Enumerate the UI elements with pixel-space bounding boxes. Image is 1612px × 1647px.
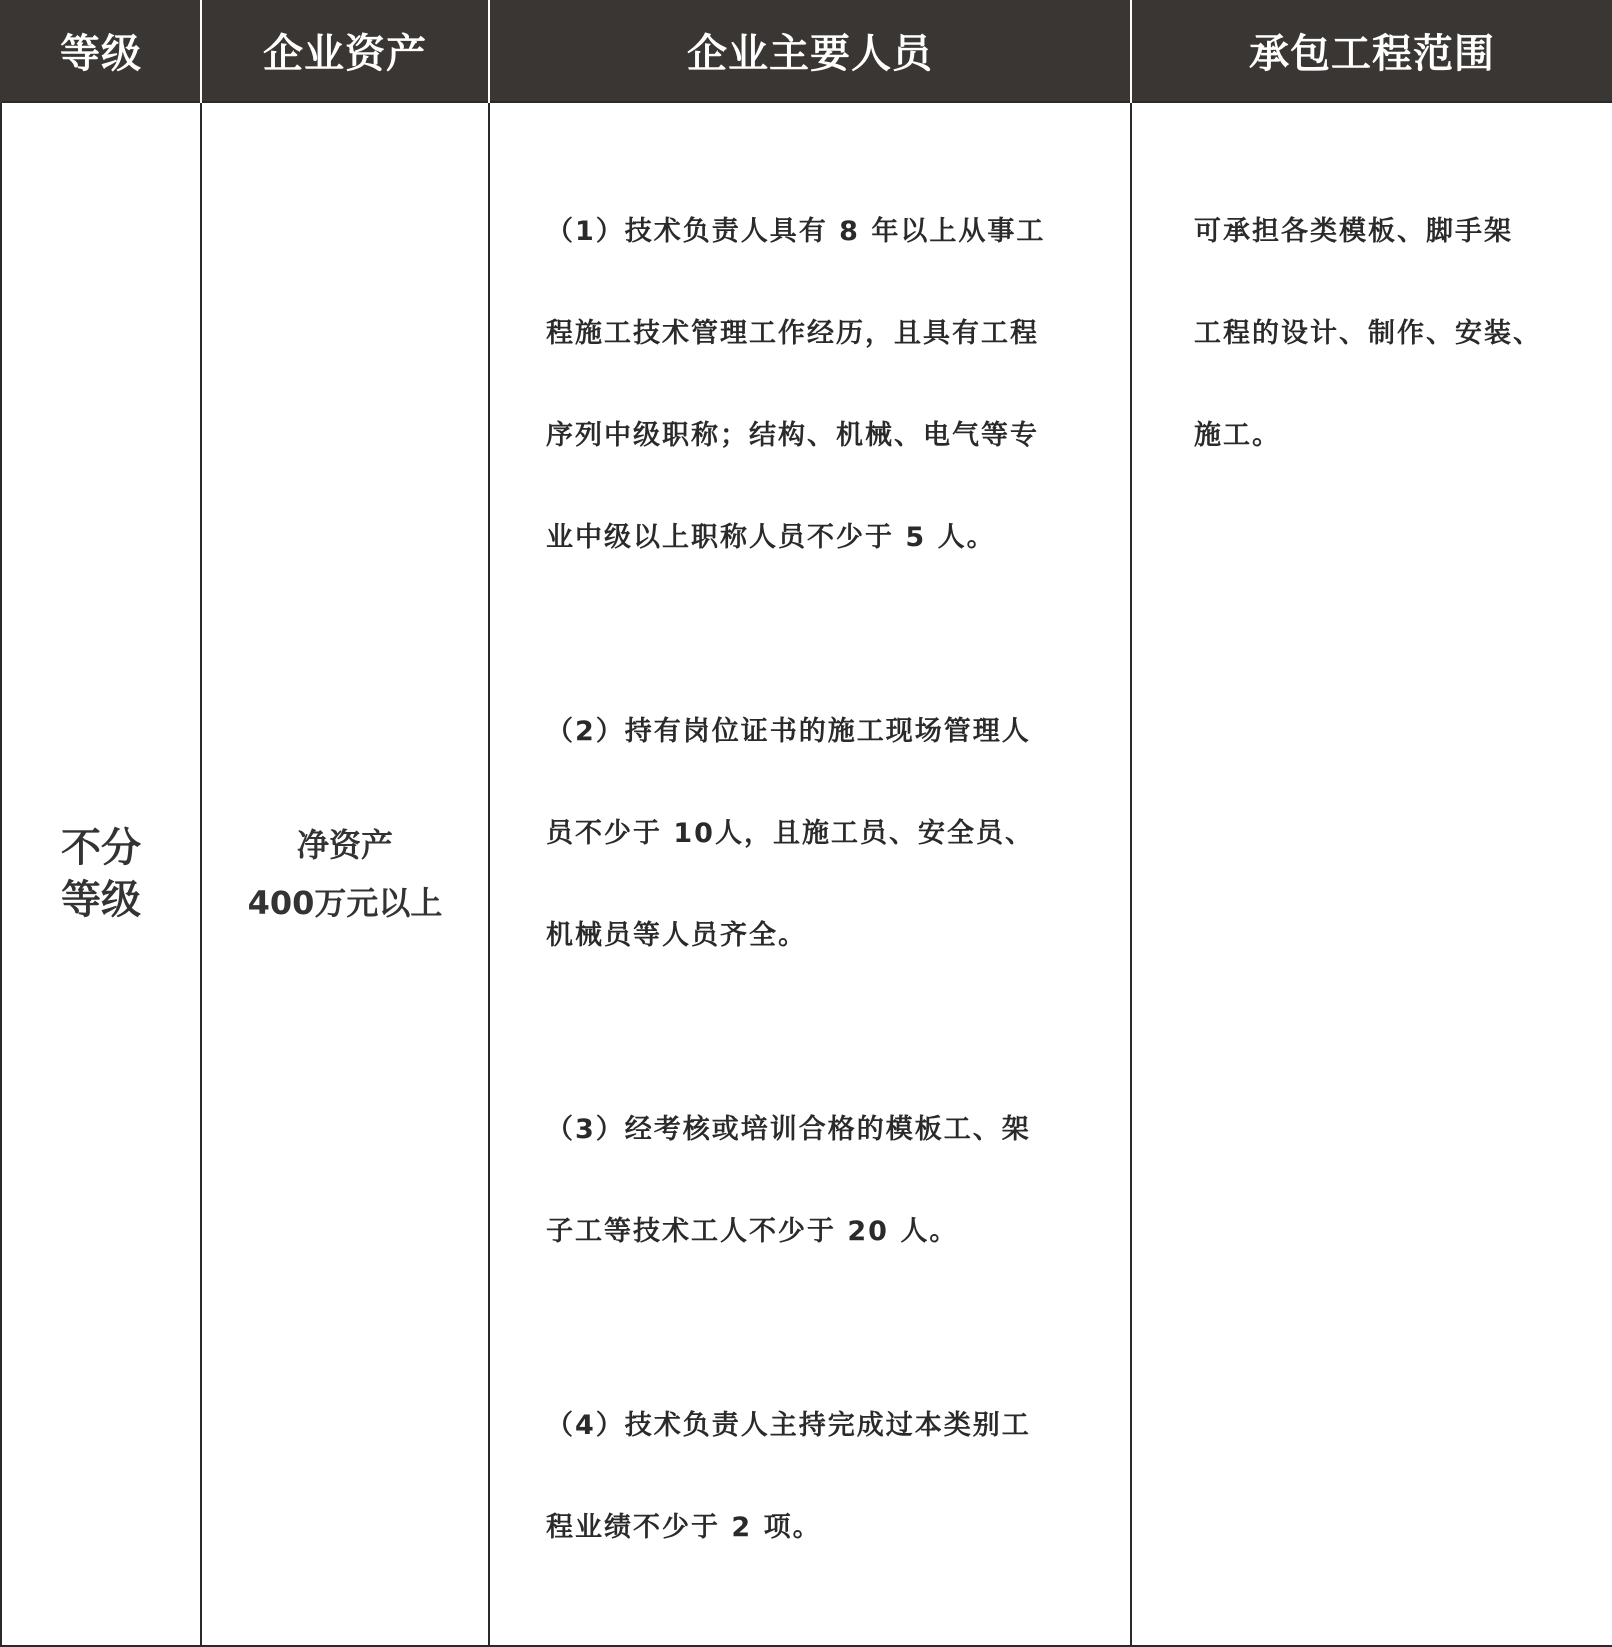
personnel-line: （3）经考核或培训合格的模板工、架 [546, 1114, 1031, 1145]
scope-line: 工程的设计、制作、安装、 [1194, 318, 1542, 349]
grade-line: 等级 [61, 877, 141, 923]
scope-line: 可承担各类模板、脚手架 [1194, 216, 1513, 247]
header-assets: 企业资产 [201, 0, 489, 102]
assets-cell [201, 102, 489, 1646]
personnel-item [546, 155, 1080, 614]
grade-text [2, 822, 200, 926]
personnel-item [546, 1349, 1080, 1604]
personnel-line: 机械员等人员齐全。 [546, 920, 807, 951]
header-scope: 承包工程范围 [1131, 0, 1612, 102]
personnel-line: 业中级以上职称人员不少于 5 人。 [546, 522, 996, 553]
assets-line: 净资产 [296, 826, 393, 864]
table-body [1, 102, 1612, 1646]
personnel-line: （4）技术负责人主持完成过本类别工 [546, 1410, 1031, 1441]
personnel-item [546, 655, 1080, 1012]
scope-cell [1131, 102, 1612, 1646]
grade-line: 不分 [61, 825, 141, 871]
personnel-line: 序列中级职称；结构、机械、电气等专 [546, 420, 1039, 451]
header-row [1, 0, 1612, 102]
personnel-line: 程施工技术管理工作经历，且具有工程 [546, 318, 1039, 349]
scope-text [1132, 103, 1612, 512]
scope-line: 施工。 [1194, 420, 1281, 451]
header-personnel: 企业主要人员 [489, 0, 1131, 102]
table-header [1, 0, 1612, 102]
personnel-line: （2）持有岗位证书的施工现场管理人 [546, 716, 1031, 747]
assets-line: 400万元以上 [247, 884, 443, 922]
header-grade: 等级 [1, 0, 201, 102]
assets-text [202, 816, 488, 932]
personnel-line: 子工等技术工人不少于 20 人。 [546, 1216, 959, 1247]
personnel-requirements [490, 103, 1130, 1604]
personnel-item [546, 1053, 1080, 1308]
grade-cell [1, 102, 201, 1646]
personnel-line: 员不少于 10人，且施工员、安全员、 [546, 818, 1034, 849]
personnel-line: 程业绩不少于 2 项。 [546, 1512, 822, 1543]
personnel-line: （1）技术负责人具有 8 年以上从事工 [546, 216, 1046, 247]
personnel-cell [489, 102, 1131, 1646]
table-row [1, 102, 1612, 1646]
